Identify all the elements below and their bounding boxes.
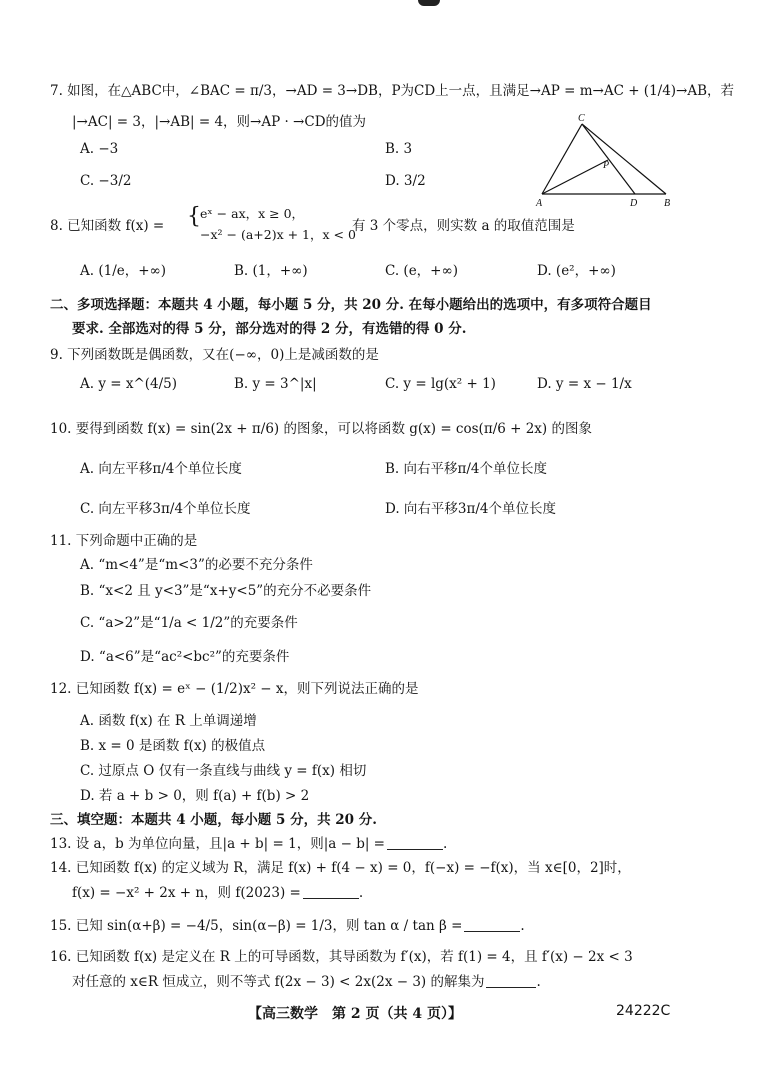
q15-answer-blank bbox=[464, 919, 520, 932]
q14-answer-blank bbox=[303, 886, 359, 899]
q7-line2: |→AC| = 3，|→AB| = 4，则→AP · →CD的值为 bbox=[72, 114, 367, 130]
q14-line1: 14. 已知函数 f(x) 的定义域为 R，满足 f(x) + f(4 − x) = 0，f(−x) = −f(x)，当 x∈[0，2]时， bbox=[50, 860, 631, 876]
fig-label-b: B bbox=[664, 198, 671, 208]
q7-line1: 7. 如图，在△ABC中，∠BAC = π/3，→AD = 3→DB，P为CD上一点，且满足→AP = m→AC + (1/4)→AB，若 bbox=[50, 83, 735, 99]
q7-option-b: B. 3 bbox=[385, 141, 413, 157]
q8-piece-bottom: −x² − (a+2)x + 1，x < 0 bbox=[200, 227, 356, 242]
q8-piece-top: eˣ − ax，x ≥ 0， bbox=[200, 206, 305, 221]
fig-label-a: A bbox=[536, 198, 543, 208]
scan-artifact bbox=[418, 0, 440, 6]
q11-option-d: D. “a<6”是“ac²<bc²”的充要条件 bbox=[80, 649, 290, 665]
q7-option-a: A. −3 bbox=[80, 141, 119, 157]
q10-option-b: B. 向右平移π/4个单位长度 bbox=[385, 461, 548, 477]
q11-option-c: C. “a>2”是“1/a < 1/2”的充要条件 bbox=[80, 615, 298, 631]
q7-option-d: D. 3/2 bbox=[385, 173, 426, 189]
section2-heading-line2: 要求. 全部选对的得 5 分，部分选对的得 2 分，有选错的得 0 分. bbox=[72, 321, 467, 337]
q16-stem-end: 对任意的 x∈R 恒成立，则不等式 f(2x − 3) < 2x(2x − 3) 的解集为 bbox=[72, 974, 485, 990]
q15-line: 15. 已知 sin(α+β) = −4/5，sin(α−β) = 1/3，则 tan α / tan β = . bbox=[50, 918, 525, 934]
q15-stem: 15. 已知 sin(α+β) = −4/5，sin(α−β) = 1/3，则 tan α / tan β = bbox=[50, 918, 463, 934]
q9-stem: 9. 下列函数既是偶函数，又在(−∞，0)上是减函数的是 bbox=[50, 347, 379, 363]
q7-option-c: C. −3/2 bbox=[80, 173, 132, 189]
page-footer: 【高三数学 第 2 页（共 4 页）】 bbox=[248, 1006, 462, 1022]
q8-option-b: B. (1，+∞) bbox=[234, 263, 308, 279]
q16-line2: 对任意的 x∈R 恒成立，则不等式 f(2x − 3) < 2x(2x − 3) 的解集为 . bbox=[72, 974, 541, 990]
q8-option-c: C. (e，+∞) bbox=[385, 263, 459, 279]
q8-option-a: A. (1/e，+∞) bbox=[80, 263, 167, 279]
q12-stem: 12. 已知函数 f(x) = eˣ − (1/2)x² − x，则下列说法正确的是 bbox=[50, 681, 419, 697]
q14-stem-end: f(x) = −x² + 2x + n，则 f(2023) = bbox=[72, 885, 301, 901]
paper-code: 24222C bbox=[616, 1003, 671, 1019]
q13-line: 13. 设 a，b 为单位向量，且|a + b| = 1，则|a − b| = . bbox=[50, 836, 448, 852]
q9-option-a: A. y = x^(4/5) bbox=[80, 376, 178, 392]
q13-stem: 13. 设 a，b 为单位向量，且|a + b| = 1，则|a − b| = bbox=[50, 836, 385, 852]
q16-answer-blank bbox=[486, 975, 536, 988]
q7-triangle-figure bbox=[530, 112, 680, 208]
q10-stem: 10. 要得到函数 f(x) = sin(2x + π/6) 的图象，可以将函数 g(x) = cos(π/6 + 2x) 的图象 bbox=[50, 421, 592, 437]
q13-answer-blank bbox=[387, 837, 443, 850]
q8-prefix: 8. 已知函数 f(x) = bbox=[50, 218, 165, 234]
q16-line1: 16. 已知函数 f(x) 是定义在 R 上的可导函数，其导函数为 f′(x)，若 f(1) = 4，且 f′(x) − 2x < 3 bbox=[50, 949, 633, 965]
q9-option-b: B. y = 3^|x| bbox=[234, 376, 317, 392]
q10-option-c: C. 向左平移3π/4个单位长度 bbox=[80, 501, 251, 517]
q11-option-a: A. “m<4”是“m<3”的必要不充分条件 bbox=[80, 557, 313, 573]
q12-option-a: A. 函数 f(x) 在 R 上单调递增 bbox=[80, 713, 257, 729]
q11-option-b: B. “x<2 且 y<3”是“x+y<5”的充分不必要条件 bbox=[80, 583, 372, 599]
fig-label-c: C bbox=[578, 113, 585, 124]
section2-heading-line1: 二、多项选择题：本题共 4 小题，每小题 5 分，共 20 分. 在每小题给出的选项中，有多项符合题目 bbox=[50, 297, 652, 313]
q9-option-c: C. y = lg(x² + 1) bbox=[385, 376, 496, 392]
section3-heading: 三、填空题：本题共 4 小题，每小题 5 分，共 20 分. bbox=[50, 812, 377, 828]
q12-option-c: C. 过原点 O 仅有一条直线与曲线 y = f(x) 相切 bbox=[80, 763, 367, 779]
q11-stem: 11. 下列命题中正确的是 bbox=[50, 533, 198, 549]
q12-option-b: B. x = 0 是函数 f(x) 的极值点 bbox=[80, 738, 266, 754]
q8-suffix: 有 3 个零点，则实数 a 的取值范围是 bbox=[352, 218, 575, 234]
fig-label-d: D bbox=[630, 198, 638, 208]
q8-brace: { bbox=[187, 204, 201, 229]
q8-option-d: D. (e²，+∞) bbox=[537, 263, 616, 279]
q10-option-a: A. 向左平移π/4个单位长度 bbox=[80, 461, 242, 477]
q10-option-d: D. 向右平移3π/4个单位长度 bbox=[385, 501, 557, 517]
q14-line2: f(x) = −x² + 2x + n，则 f(2023) = . bbox=[72, 885, 364, 901]
q9-option-d: D. y = x − 1/x bbox=[537, 376, 632, 392]
q12-option-d: D. 若 a + b > 0，则 f(a) + f(b) > 2 bbox=[80, 788, 310, 804]
fig-label-p: P bbox=[603, 160, 610, 171]
